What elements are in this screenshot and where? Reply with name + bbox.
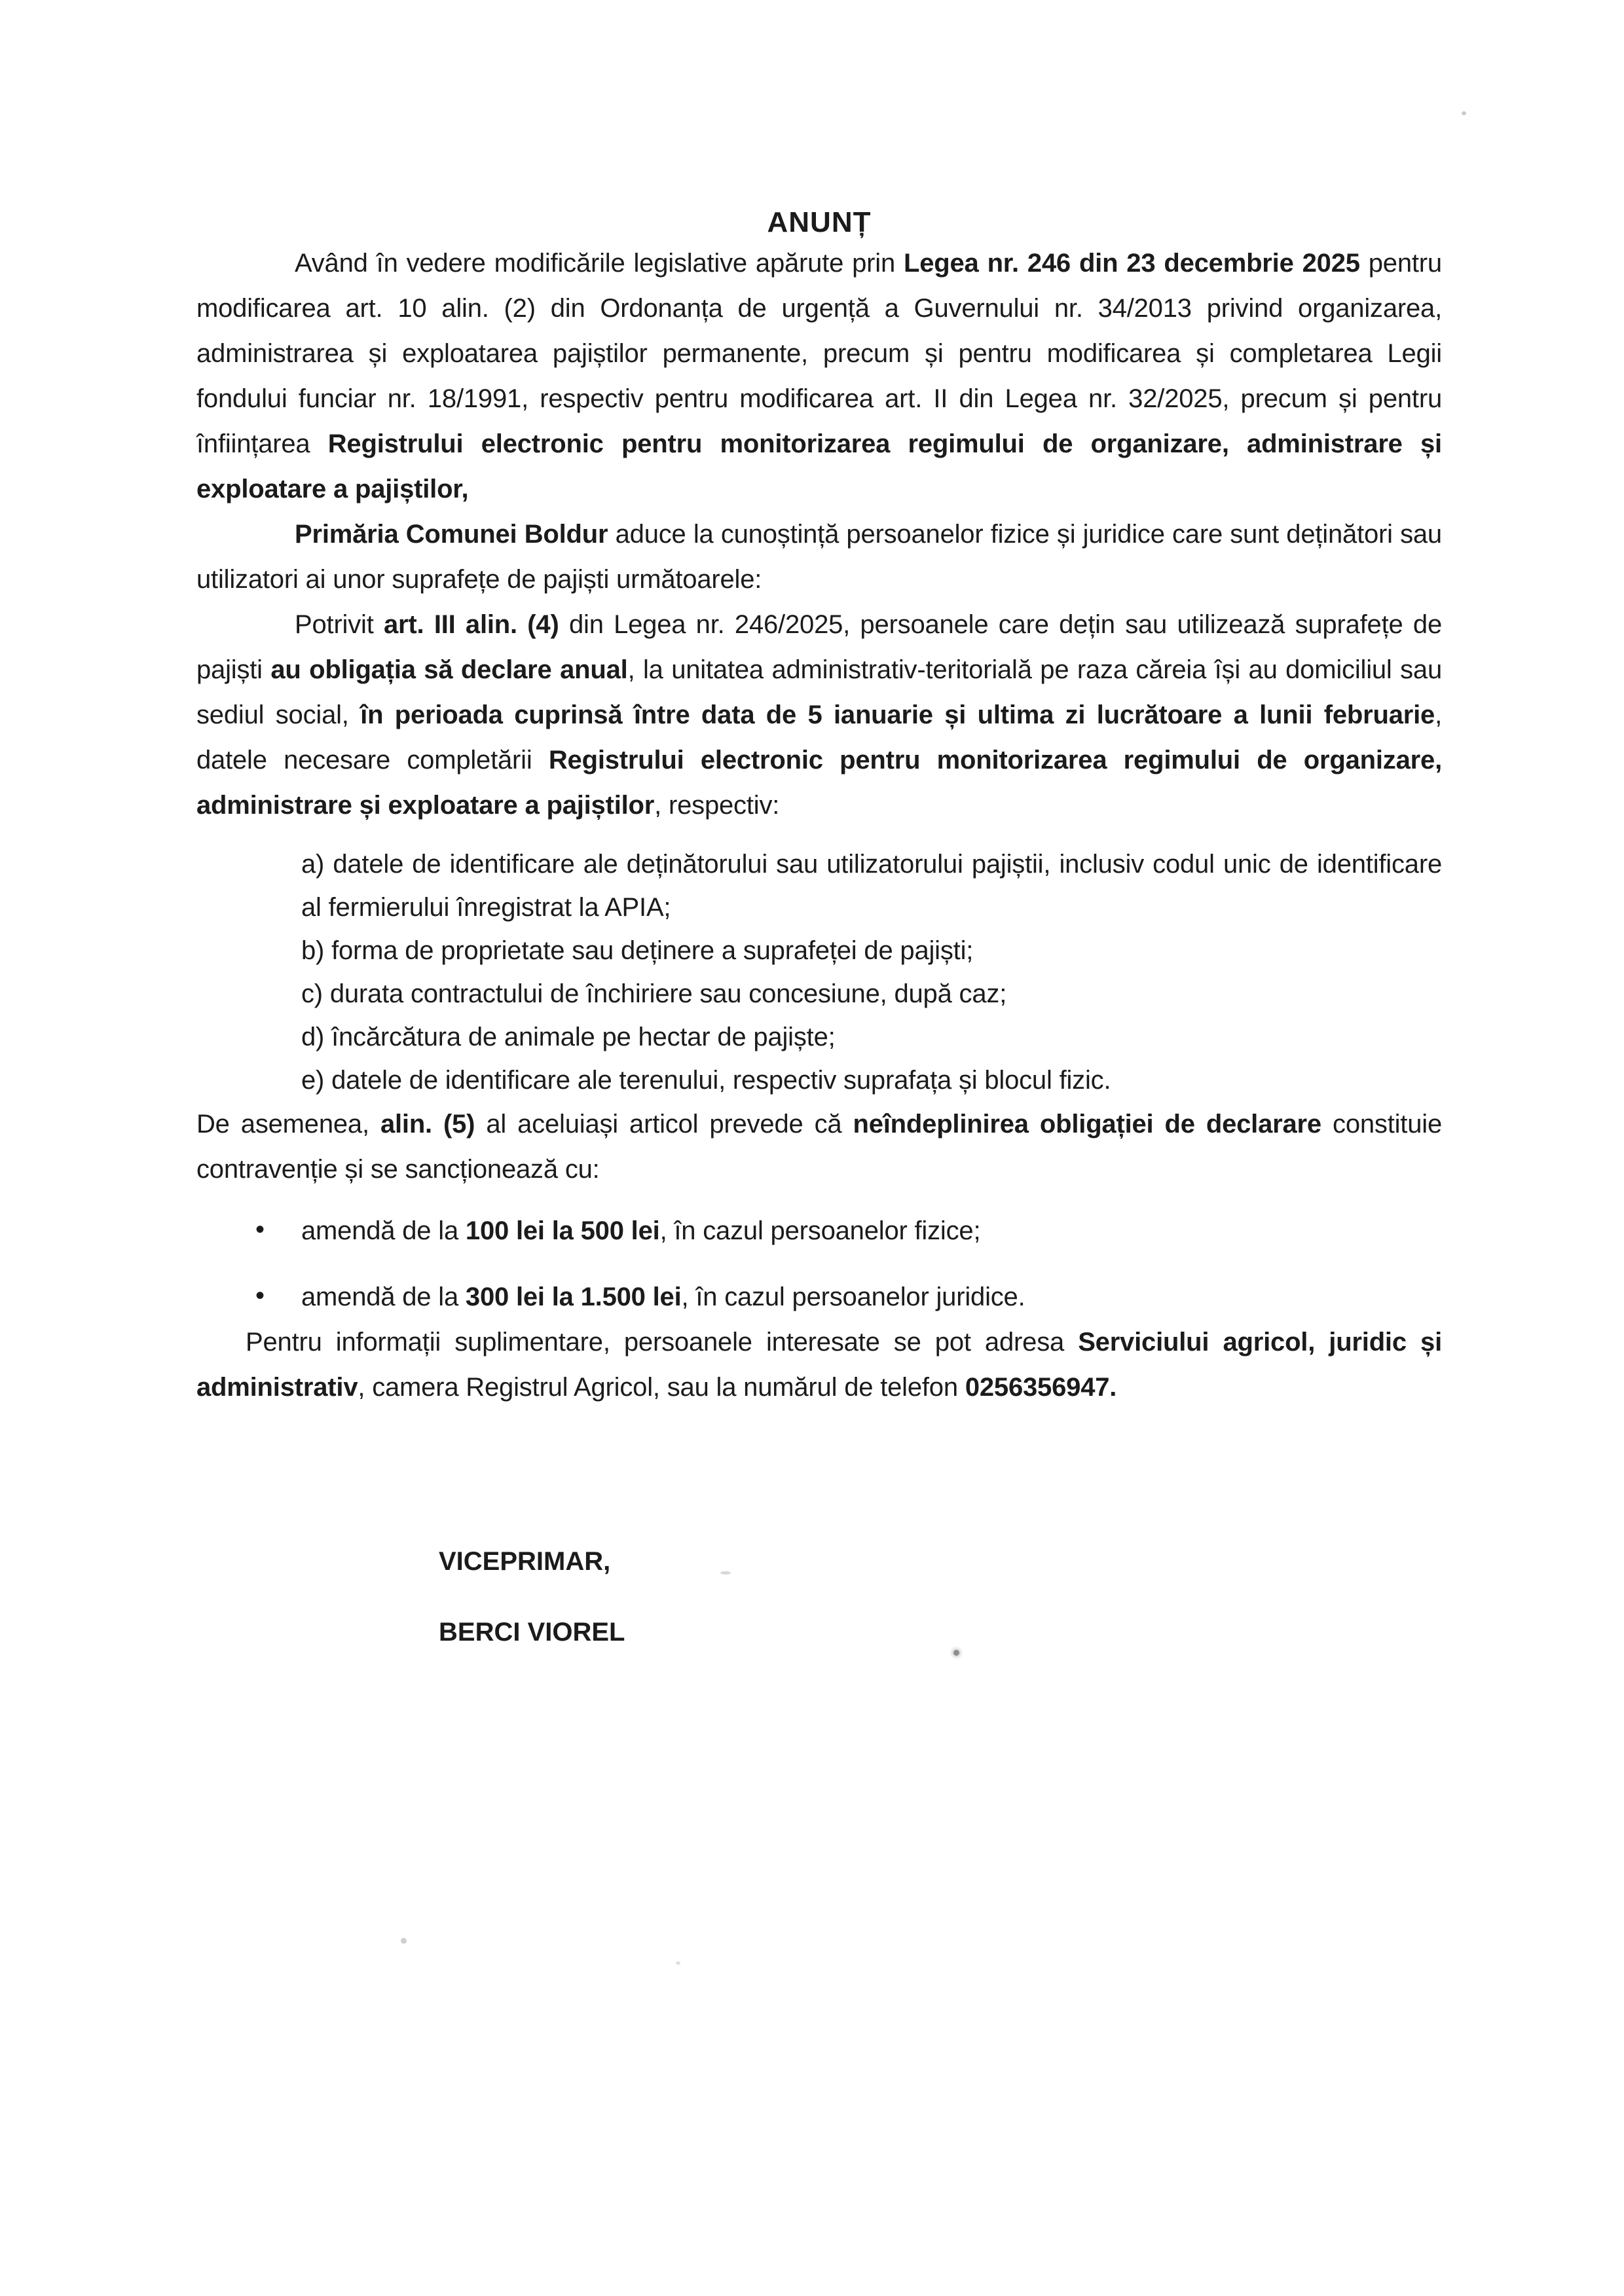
paragraph-obligation	[196, 602, 1442, 828]
text-run: , în cazul persoanelor juridice.	[681, 1283, 1025, 1311]
text-run: , respectiv:	[654, 791, 780, 820]
text-run-bold: au obligația să declare anual	[270, 655, 628, 684]
list-item: e) datele de identificare ale terenului, respectiv suprafața și blocul fizic.	[301, 1066, 1111, 1095]
scan-speck	[676, 1961, 680, 1965]
paragraph-sanction	[196, 1102, 1442, 1192]
list-item: d) încărcătura de animale pe hectar de pajiște;	[301, 1023, 836, 1051]
list-item: c) durata contractului de închiriere sau concesiune, după caz;	[301, 979, 1007, 1008]
list-item: a) datele de identificare ale deținătorului sau utilizatorului pajiștii, inclusiv codul unic de identificare al fermierului înregistrat la APIA;	[301, 850, 1442, 922]
bullet-item	[196, 1209, 1442, 1254]
paragraph-notice	[196, 512, 1442, 602]
text-run-bold: alin. (5)	[380, 1110, 475, 1139]
text-run-bold: 100 lei la 500 lei	[465, 1216, 660, 1245]
bullet-item	[196, 1275, 1442, 1320]
declared-data-list	[301, 843, 1442, 1102]
text-run-bold: 300 lei la 1.500 lei	[465, 1283, 682, 1311]
list-item: b) forma de proprietate sau deținere a suprafeței de pajiști;	[301, 936, 974, 965]
bullet-icon: •	[255, 1215, 265, 1244]
text-run: De asemenea,	[196, 1110, 380, 1139]
text-run-bold: Serviciului agricol, juridic și administrativ	[196, 1328, 1443, 1402]
paragraph-contact	[196, 1320, 1442, 1410]
text-run: , camera Registrul Agricol, sau la numărul de telefon	[358, 1373, 965, 1402]
signature-block	[196, 1544, 1442, 1649]
page-title: ANUNȚ	[767, 206, 872, 238]
text-run: , la unitatea administrativ-teritorială pe raza căreia își au domiciliul sau sediul social,	[196, 655, 1442, 729]
text-run-bold: Legea nr. 246 din 23 decembrie 2025	[904, 249, 1360, 278]
text-run: Pentru informații suplimentare, persoanele interesate se pot adresa	[246, 1328, 1079, 1357]
text-run: din Legea nr. 246/2025, persoanele care dețin sau utilizează suprafețe de pajiști	[196, 610, 1442, 684]
text-run-bold: Registrului electronic pentru monitorizarea regimului de organizare, administrare și exploatare a pajiștilor	[196, 746, 1442, 820]
text-run-bold: 0256356947.	[965, 1373, 1117, 1402]
scan-speck	[953, 1650, 959, 1656]
scan-speck	[1462, 111, 1466, 115]
text-run: amendă de la	[301, 1216, 466, 1245]
text-run: al aceluiași articol prevede că	[475, 1110, 853, 1139]
text-run: constituie contravenție și se sancționează cu:	[196, 1110, 1443, 1184]
text-run-bold: art. III alin. (4)	[384, 610, 559, 639]
text-run: Potrivit	[295, 610, 384, 639]
text-run: Având în vedere modificările legislative apărute prin	[295, 249, 904, 278]
text-run-bold: Registrului electronic pentru monitorizarea regimului de organizare, administrare și exploatare a pajiștilor,	[196, 429, 1442, 503]
text-run-bold: neîndeplinirea obligației de declarare	[853, 1110, 1321, 1139]
text-run: pentru modificarea art. 10 alin. (2) din Ordonanța de urgență a Guvernului nr. 34/2013 privind organizarea, administrarea și exploatarea pajiștilor permanente, precum și pentru modificarea și completarea Legii fondului funciar nr. 18/1991, respectiv pentru modificarea art. II din Legea nr. 32/2025, precum și pentru înființarea	[196, 249, 1442, 458]
text-run: aduce la cunoștință persoanelor fizice și juridice care sunt deținători sau utilizatori ai unor suprafețe de pajiști următoarele:	[196, 520, 1442, 594]
text-run-bold: în perioada cuprinsă între data de 5 ianuarie și ultima zi lucrătoare a lunii februarie	[360, 701, 1435, 729]
text-run-bold: Primăria Comunei Boldur	[295, 520, 608, 549]
scan-speck	[401, 1938, 407, 1944]
text-run: amendă de la	[301, 1283, 466, 1311]
text-run: , în cazul persoanelor fizice;	[659, 1216, 981, 1245]
scan-speck	[720, 1571, 731, 1575]
signature-role: VICEPRIMAR,	[439, 1547, 611, 1576]
paragraph-legal-basis	[196, 241, 1442, 512]
fine-list	[196, 1209, 1442, 1320]
bullet-icon: •	[255, 1281, 265, 1310]
document-body	[196, 0, 1442, 1649]
text-run: , datele necesare completării	[196, 701, 1442, 774]
signature-name: BERCI VIOREL	[439, 1618, 625, 1647]
